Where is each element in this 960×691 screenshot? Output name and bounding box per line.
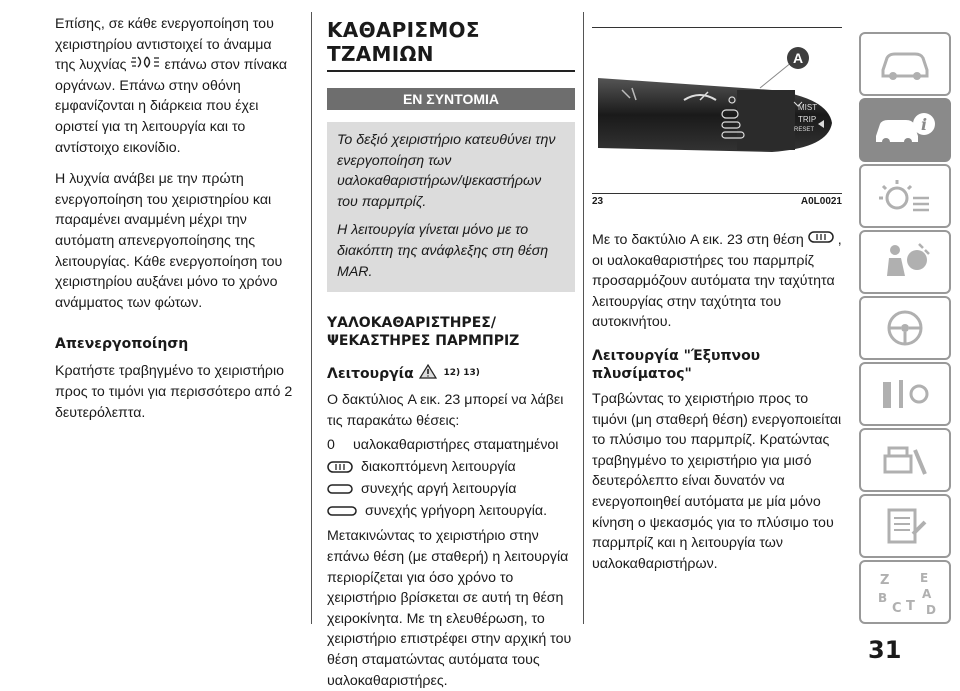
heading-smart-wash: Λειτουργία "Έξυπνου πλυσίματος" <box>592 348 761 383</box>
off-symbol: 0 <box>327 437 335 454</box>
svg-text:C: C <box>892 601 902 616</box>
svg-text:T: T <box>906 599 915 614</box>
summary-text: Το δεξιό χειριστήριο κατευθύνει την ενεργοποίηση των υαλοκαθαριστήρων/ψεκαστήρων του παρμπρίζ. <box>337 132 556 210</box>
paragraph-positions: Ο δακτύλιος A εικ. 23 μπορεί να λάβει τις παρακάτω θέσεις: <box>327 392 564 429</box>
page-number: 31 <box>868 636 902 664</box>
svg-text:A: A <box>792 50 804 66</box>
slow-icon <box>327 483 361 495</box>
column-divider <box>311 12 312 624</box>
heading-deactivation: Απενεργοποίηση <box>55 336 189 353</box>
paragraph-smart-wash: Τραβώντας το χειριστήριο προς το τιμόνι (μη σταθερή θέση) ενεργοποιείται το πλύσιμο του παρμπρίζ. Κρατώντας τραβηγμένο το χειριστήριο για μισό δευτερόλεπτο είναι δυνατόν να ενεργοποιηθεί αυτόματα με μία μόνο κίνηση ο ψεκασμός για το πλύσιμο του παρμπρίζ και η λειτουργία των υαλοκαθαριστήρων. <box>592 391 842 572</box>
summary-text: Η λειτουργία γίνεται μόνο με το διακόπτη της ανάφλεξης στη θέση MAR. <box>337 222 549 280</box>
reset-label: RESET <box>794 127 815 133</box>
subheading-wipers: ΥΑΛΟΚΑΘΑΡΙΣΤΗΡΕΣ/ ΨΕΚΑΣΤΗΡΕΣ ΠΑΡΜΠΡΙΖ <box>327 315 520 350</box>
wiper-stalk-image <box>592 28 842 178</box>
summary-box <box>327 122 575 292</box>
svg-text:B: B <box>878 591 888 605</box>
position-row: διακοπτόμενη λειτουργία <box>327 456 575 478</box>
refs: 12) 13) <box>443 368 480 379</box>
figure-number: 23 <box>592 196 604 207</box>
auto-icon <box>808 230 834 251</box>
index-icon[interactable] <box>859 560 951 624</box>
maintenance-icon[interactable] <box>859 428 951 492</box>
paragraph-move: Μετακινώντας το χειριστήριο στην επάνω θέση (με σταθερή) η λειτουργία περιορίζεται για όσο χρόνο το χειριστήριο βρίσκεται σε αυτή τη θέση χειροκίνητα. Με τη ελευθέρωση, το χειριστήριο επιστρέφει στην αρχική του θέση σταματώντας αυτόματα τους υαλοκαθαριστήρες. <box>327 528 572 689</box>
column-divider <box>583 12 584 624</box>
intermittent-icon <box>327 460 361 474</box>
mist-label: MIST <box>798 103 818 112</box>
paragraph-deactivation: Κρατήστε τραβηγμένο το χειριστήριο προς το τιμόνι για περισσότερο από 2 δευτερόλεπτα. <box>55 363 293 421</box>
position-row: 0 υαλοκαθαριστήρες σταματημένοι <box>327 434 575 456</box>
position-row: συνεχής αργή λειτουργία <box>327 478 575 500</box>
figure-code: A0L0021 <box>800 196 842 207</box>
heading-operation: Λειτουργία $^{12) 13)}$ <box>327 366 480 383</box>
figure-bottom-line <box>592 193 842 194</box>
left-column <box>55 14 293 423</box>
middle-column <box>327 18 575 691</box>
svg-text:E: E <box>920 571 929 585</box>
car-info-active-icon[interactable] <box>859 98 951 162</box>
fast-icon <box>327 505 365 517</box>
svg-text:A: A <box>922 587 932 601</box>
svg-text:D: D <box>926 603 936 616</box>
lamp-icon <box>130 55 160 76</box>
summary-band: ΕΝ ΣΥΝΤΟΜΙΑ <box>327 88 575 110</box>
svg-text:i: i <box>920 115 928 134</box>
car-info-icon[interactable] <box>859 32 951 96</box>
paragraph-lamp: Επίσης, σε κάθε ενεργοποίηση του χειριστηρίου αντιστοιχεί το άναμμα της λυχνίας επάνω στον πίνακα οργάνων. Επάνω στην οθόνη εμφανίζονται η διάρκεια που έχει οριστεί για τη λειτουργία και το αντίστοιχο εικονίδιο. <box>55 16 288 156</box>
warning-icon <box>419 364 437 384</box>
document-icon[interactable] <box>859 494 951 558</box>
svg-text:Z: Z <box>880 573 890 588</box>
paragraph-auto: Με το δακτύλιο A εικ. 23 στη θέση , οι υαλοκαθαριστήρες του παρμπρίζ προσαρμόζουν αυτόματα την ταχύτητα λειτουργίας στην ταχύτητα του αυτοκινήτου. <box>592 230 842 333</box>
maintenance-icon[interactable] <box>859 362 951 426</box>
paragraph-lamp-on: Η λυχνία ανάβει με την πρώτη ενεργοποίηση του χειριστηρίου και παραμένει αναμμένη μέχρι την αυτόματη απενεργοποίησης της λειτουργίας. Κάθε ενεργοποίηση του χειριστηρίου αυξάνει μόνο το χρόνο ανάμματος των φώτων. <box>55 171 283 311</box>
section-title: ΚΑΘΑΡΙΣΜΟΣ ΤΖΑΜΙΩΝ <box>327 18 575 72</box>
trip-label: TRIP <box>798 115 817 124</box>
figure-wiper-stalk <box>592 28 842 207</box>
steering-icon[interactable] <box>859 296 951 360</box>
warning-light-icon[interactable] <box>859 164 951 228</box>
right-column <box>592 18 842 574</box>
position-row: συνεχής γρήγορη λειτουργία. <box>327 500 575 522</box>
airbag-icon[interactable] <box>859 230 951 294</box>
